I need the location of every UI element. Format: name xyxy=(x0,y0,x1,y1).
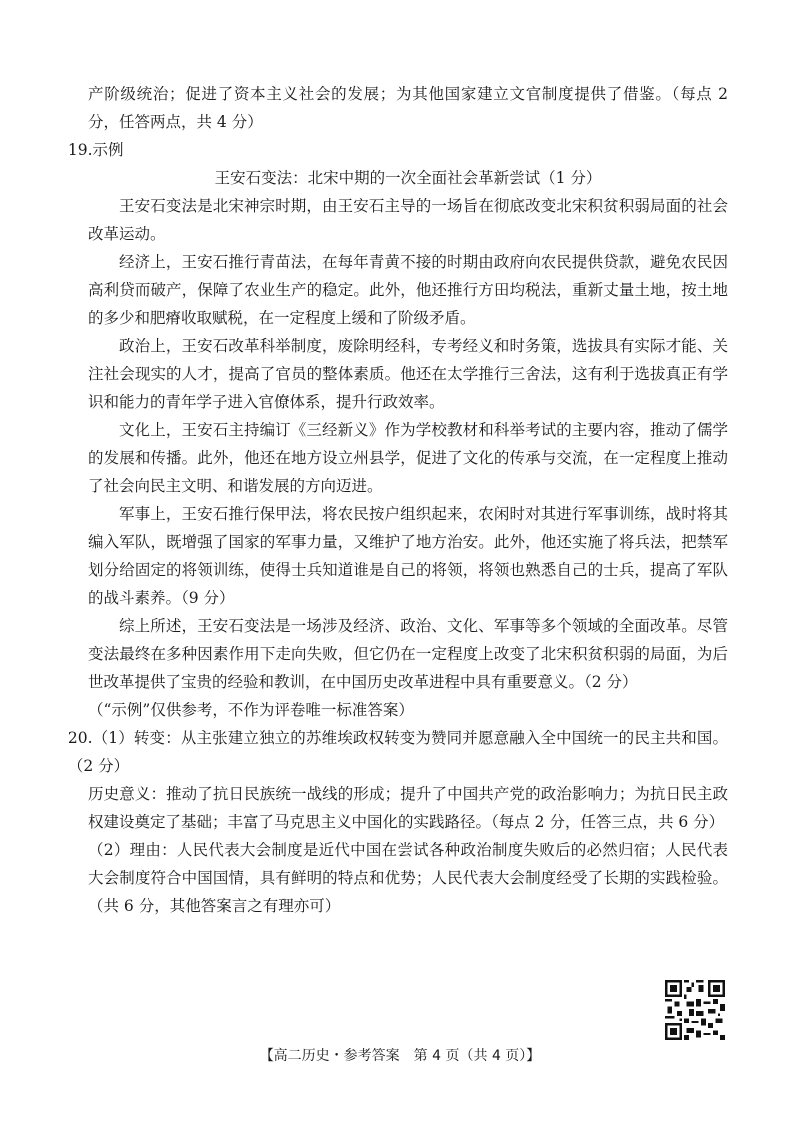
essay-paragraph-culture: 文化上，王安石主持编订《三经新义》作为学校教材和科举考试的主要内容，推动了儒学的发展和传播。此外，他还在地方设立州县学，促进了文化的传承与交流，在一定程度上推动了社会向民主文明、和谐发展的方向迈进。 xyxy=(88,421,728,495)
answer-page xyxy=(67,80,728,920)
essay-title: 王安石变法：北宋中期的一次全面社会革新尝试（1 分） xyxy=(214,169,602,187)
q18-tail-text: 产阶级统治；促进了资本主义社会的发展；为其他国家建立文官制度提供了借鉴。（每点 2 分，任答两点，共 4 分） xyxy=(88,85,728,131)
essay-paragraph-economy: 经济上，王安石推行青苗法，在每年青黄不接的时期由政府向农民提供贷款，避免农民因高利贷而破产，保障了农业生产的稳定。此外，他还推行方田均税法，重新丈量土地，按土地的多少和肥瘠收取赋税，在一定程度上缓和了阶级矛盾。 xyxy=(88,253,728,327)
example-note: （“示例”仅供参考，不作为评卷唯一标准答案） xyxy=(88,701,414,719)
q20-part1: 20.（1）转变：从主张建立独立的苏维埃政权转变为赞同并愿意融入全中国统一的民主共和国。（2 分） xyxy=(67,729,728,775)
essay-paragraph-politics: 政治上，王安石改革科举制度，废除明经科，专考经义和时务策，选拔具有实际才能、关注社会现实的人才，提高了官员的整体素质。他还在太学推行三舍法，这有利于选拔真正有学识和能力的青年学子进入官僚体系，提升行政效率。 xyxy=(88,337,728,411)
essay-paragraph-intro: 王安石变法是北宋神宗时期，由王安石主导的一场旨在彻底改变北宋积贫积弱局面的社会改革运动。 xyxy=(88,197,728,243)
q20-significance: 历史意义：推动了抗日民族统一战线的形成；提升了中国共产党的政治影响力；为抗日民主政权建设奠定了基础；丰富了马克思主义中国化的实践路径。（每点 2 分，任答三点，共 6 分） xyxy=(88,785,728,831)
essay-paragraph-military: 军事上，王安石推行保甲法，将农民按户组织起来，农闲时对其进行军事训练，战时将其编入军队，既增强了国家的军事力量，又维护了地方治安。此外，他还实施了将兵法，把禁军划分给固定的将领训练，使得士兵知道谁是自己的将领，将领也熟悉自己的士兵，提高了军队的战斗素养。（9 分） xyxy=(88,505,728,607)
page-footer: 【高二历史・参考答案 第 4 页（共 4 页）】 xyxy=(259,1048,541,1064)
qr-code-icon xyxy=(665,980,725,1040)
essay-paragraph-conclusion: 综上所述，王安石变法是一场涉及经济、政治、文化、军事等多个领域的全面改革。尽管变法最终在多种因素作用下走向失败，但它仍在一定程度上改变了北宋积贫积弱的局面，为后世改革提供了宝贵的经验和教训，在中国历史改革进程中具有重要意义。（2 分） xyxy=(88,617,728,691)
q20-part2: （2）理由：人民代表大会制度是近代中国在尝试各种政治制度失败后的必然归宿；人民代表大会制度符合中国国情，具有鲜明的特点和优势；人民代表大会制度经受了长期的实践检验。（共 6 分，其他答案言之有理亦可） xyxy=(88,841,728,915)
q19-label: 19.示例 xyxy=(67,141,124,159)
